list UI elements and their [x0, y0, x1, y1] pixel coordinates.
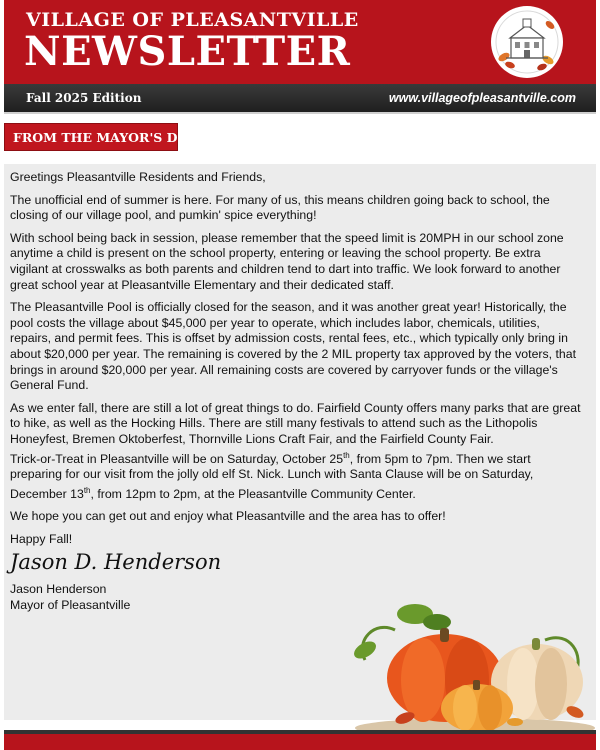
- letter-paragraph-5-part-b: , from 5pm to 7pm. Then we start preparing for our visit from the jolly old elf St. Nick. Lunch with Santa Clause will be on Saturday, December 13: [10, 451, 534, 501]
- letter-greeting: Greetings Pleasantville Residents and Friends,: [10, 170, 266, 184]
- letter-paragraph-5-part-c: , from 12pm to 2pm, at the Pleasantville Community Center.: [90, 486, 416, 501]
- letter-paragraph-1: The unofficial end of summer is here. For many of us, this means children going back to school, the closing of our village pool, and pumkin' spice everything!: [10, 192, 550, 223]
- newsletter-title: NEWSLETTER: [24, 28, 351, 75]
- letter-paragraph-2: With school being back in session, please remember that the speed limit is 20MPH in our school zone anytime a child is present on the school property, entering or leaving the school property. Be extra vigilant at crosswalks as both parents and children tend to dart into traffic. We look forward to another great school year at Pleasantville Elementary and their dedicated staff.: [10, 230, 564, 292]
- newsletter-header: [4, 0, 596, 84]
- edition-label: Fall 2025 Edition: [26, 91, 142, 105]
- letter-paragraph-5: [10, 448, 582, 503]
- section-header-mayors-desk: [4, 123, 207, 151]
- signer-title: Mayor of Pleasantville: [10, 597, 131, 612]
- ordinal-suffix: th: [83, 485, 91, 495]
- signer-name: Jason Henderson: [10, 582, 107, 597]
- footer-red-bar: [4, 734, 596, 750]
- ordinal-suffix: th: [343, 450, 350, 460]
- letter-paragraph-3: The Pleasantville Pool is officially closed for the season, and it was another great year! Historically, the pool costs the village about $45,000 per year to operate, which includes labor, chemicals, utilities, repairs, and permit fees. This is offset by admission costs, rental fees, etc., which typically only bring in about $20,000 per year. The remaining is covered by the 2 MIL property tax approved by the voters, that brings in around $20,000 per year. All remaining costs are covered by carryover funds or the village's General Fund.: [10, 300, 576, 393]
- edition-bar: [4, 84, 596, 114]
- letter-paragraph-5-part-a: Trick-or-Treat in Pleasantville will be on Saturday, October 25: [10, 451, 344, 466]
- village-hall-seal-icon: [490, 5, 564, 79]
- letter-paragraph-4: As we enter fall, there are still a lot of great things to do. Fairfield County offers many parks that are great to hike, as well as the Hocking Hills. There are still many festivals to attend such as the Lithopolis Honeyfest, Bremen Oktoberfest, Thornville Lions Craft Fair, and the Fairfield County Fair.: [10, 400, 581, 446]
- village-name: VILLAGE OF PLEASANTVILLE: [26, 9, 359, 31]
- section-title: FROM THE MAYOR'S DESK: [13, 130, 207, 145]
- letter-closing: Happy Fall!: [10, 532, 73, 547]
- mayor-letter: [10, 170, 582, 613]
- pumpkins-illustration-icon: [345, 600, 595, 735]
- website-link[interactable]: www.villageofpleasantville.com: [388, 91, 576, 105]
- letter-paragraph-6: We hope you can get out and enjoy what Pleasantville and the area has to offer!: [10, 509, 446, 524]
- signature: Jason D. Henderson: [10, 549, 222, 574]
